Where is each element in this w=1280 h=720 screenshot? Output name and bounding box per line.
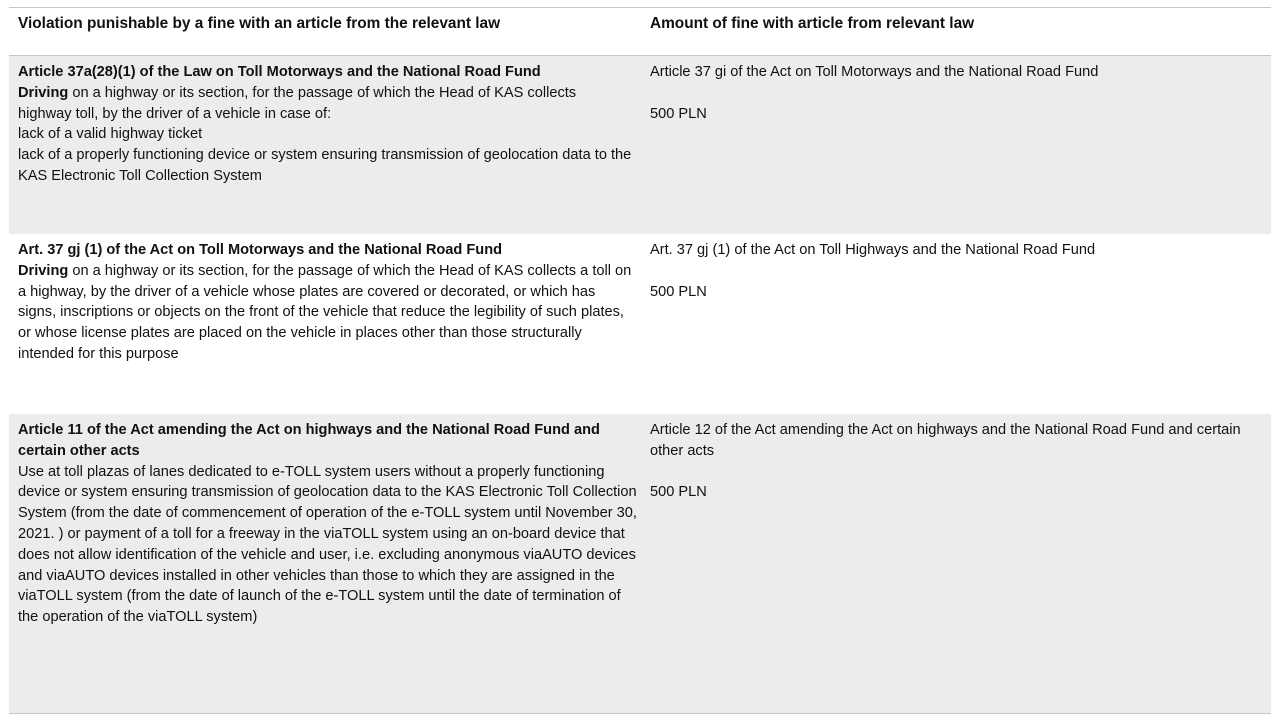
violation-description-text: on a highway or its section, for the passage of which the Head of KAS collects a toll on a highway, by the driver of a vehicle whose plates are covered or decorated, or which has signs, inscriptions or objects on the front of the vehicle that reduce the legibility of such plates, or whose license plates are placed on the vehicle in places other than those structurally intended for this purpose (18, 262, 632, 362)
violation-description (18, 83, 633, 125)
fine-cell (641, 234, 1271, 414)
violation-article-title: Article 37a(28)(1) of the Law on Toll Motorways and the National Road Fund (18, 64, 541, 80)
header-fine-amount: Amount of fine with article from relevant law (650, 15, 975, 32)
fine-amount: 500 PLN (650, 105, 707, 122)
table-header-row (9, 8, 1271, 56)
fine-article: Article 37 gi of the Act on Toll Motorways and the National Road Fund (650, 64, 1099, 80)
fine-article: Art. 37 gj (1) of the Act on Toll Highways and the National Road Fund (650, 242, 1096, 258)
spacer (650, 261, 1271, 282)
fine-cell (641, 56, 1271, 234)
header-violation: Violation punishable by a fine with an article from the relevant law (18, 15, 501, 32)
violation-lead-word: Driving (18, 262, 69, 279)
violation-description: Use at toll plazas of lanes dedicated to e-TOLL system users without a properly functioning device or system ensuring transmission of geolocation data to the KAS Electronic Toll Collection System (from the date of commencement of operation of the e-TOLL system until November 30, 2021. ) or payment of a toll for a freeway in the viaTOLL system using an on-board device that does not allow identification of the vehicle and user, i.e. excluding anonymous viaAUTO devices and viaAUTO devices installed in other vehicles than those to which they are assigned in the viaTOLL system (from the date of launch of the e-TOLL system until the date of termination of the operation of the viaTOLL system) (18, 463, 637, 626)
violation-item: lack of a properly functioning device or system ensuring transmission of geolocation data to the KAS Electronic Toll Collection System (18, 147, 632, 184)
fine-amount: 500 PLN (650, 283, 707, 300)
table-row (9, 234, 1271, 414)
violation-description (18, 261, 637, 365)
fines-table (9, 7, 1271, 714)
violation-description-text: on a highway or its section, for the passage of which the Head of KAS collects highway toll, by the driver of a vehicle in case of: (18, 84, 577, 122)
fine-cell (641, 414, 1271, 713)
violation-cell (9, 234, 641, 414)
violation-article-title: Article 11 of the Act amending the Act on highways and the National Road Fund and certain other acts (18, 422, 600, 459)
violation-cell (9, 414, 641, 713)
violation-cell (9, 56, 641, 234)
table-row (9, 414, 1271, 714)
spacer (650, 83, 1271, 104)
fine-article: Article 12 of the Act amending the Act on highways and the National Road Fund and certain other acts (650, 422, 1241, 459)
violation-article-title: Art. 37 gj (1) of the Act on Toll Motorways and the National Road Fund (18, 242, 503, 258)
violation-lead-word: Driving (18, 84, 69, 101)
fine-amount: 500 PLN (650, 484, 707, 501)
spacer (650, 462, 1257, 483)
violation-item: lack of a valid highway ticket (18, 126, 203, 143)
table-row (9, 56, 1271, 234)
